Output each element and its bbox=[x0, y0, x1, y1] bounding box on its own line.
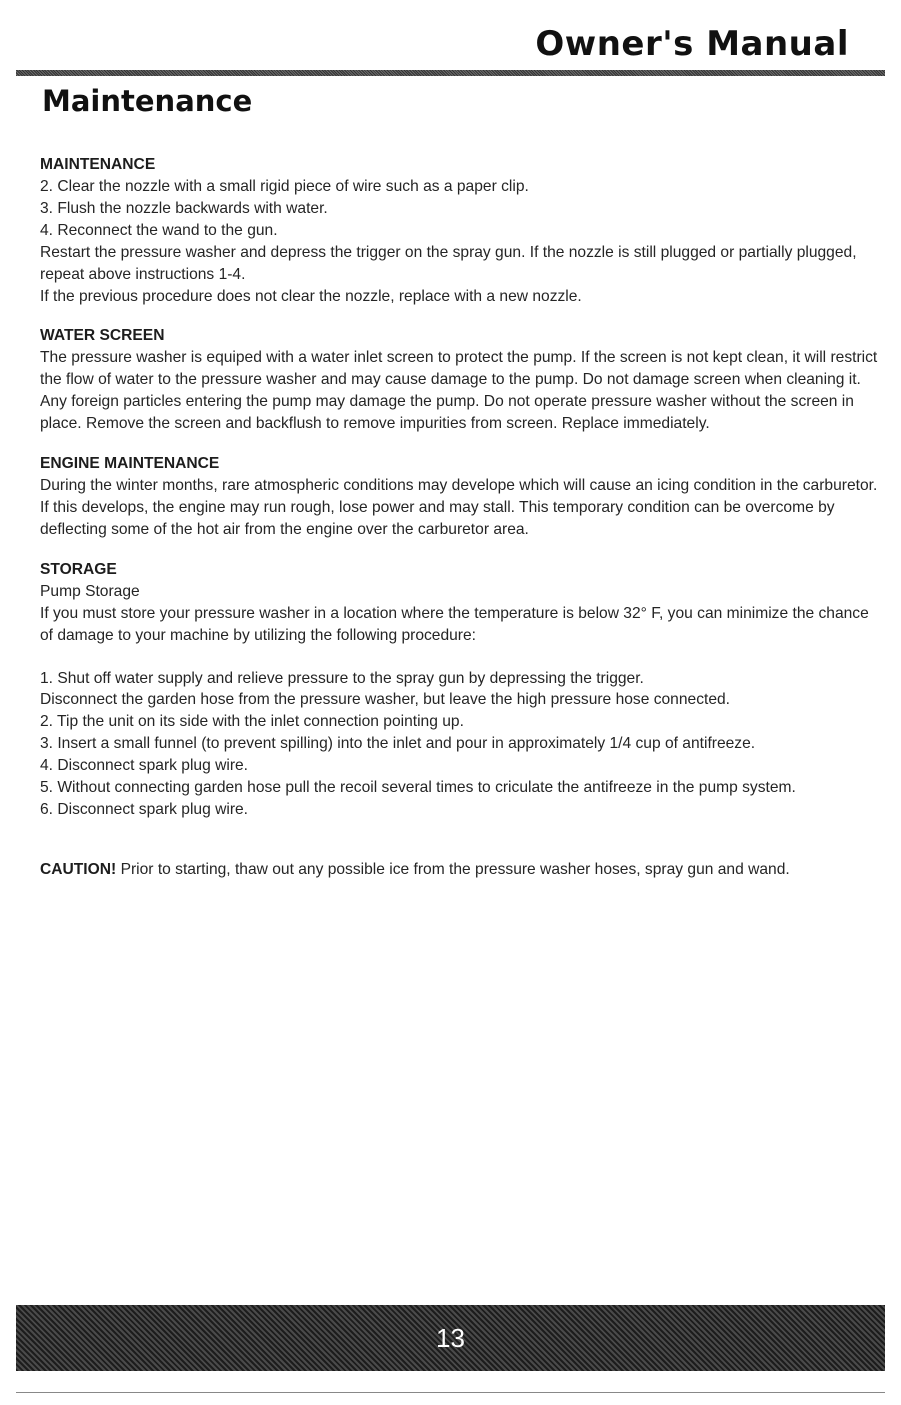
storage-disconnect-hose: Disconnect the garden hose from the pressure washer, but leave the high pressure hose connected. bbox=[40, 691, 731, 709]
storage-heading: STORAGE bbox=[40, 560, 117, 578]
water-screen-heading: WATER SCREEN bbox=[40, 327, 165, 345]
caution-label: CAUTION! bbox=[40, 860, 117, 878]
storage-step-5: 5. Without connecting garden hose pull the recoil several times to criculate the antifreeze in the pump system. bbox=[40, 779, 796, 797]
maintenance-step-3: 3. Flush the nozzle backwards with water. bbox=[40, 199, 328, 217]
maintenance-replace-text: If the previous procedure does not clear the nozzle, replace with a new nozzle. bbox=[40, 287, 582, 305]
storage-section bbox=[40, 559, 880, 821]
spacer bbox=[40, 647, 880, 668]
maintenance-step-4: 4. Reconnect the wand to the gun. bbox=[40, 221, 278, 239]
page-number: 13 bbox=[436, 1322, 465, 1353]
engine-maintenance-heading: ENGINE MAINTENANCE bbox=[40, 455, 220, 473]
header-rule bbox=[16, 70, 885, 76]
engine-maintenance-section bbox=[40, 453, 880, 541]
storage-step-1: 1. Shut off water supply and relieve pressure to the spray gun by depressing the trigger. bbox=[40, 669, 644, 687]
section-title: Maintenance bbox=[42, 84, 253, 118]
storage-step-3: 3. Insert a small funnel (to prevent spilling) into the inlet and pour in approximately 1/4 cup of antifreeze. bbox=[40, 735, 756, 753]
maintenance-step-2: 2. Clear the nozzle with a small rigid piece of wire such as a paper clip. bbox=[40, 178, 529, 195]
page-content bbox=[40, 154, 880, 896]
footer-bar bbox=[16, 1305, 885, 1371]
manual-title: Owner's Manual bbox=[535, 24, 849, 64]
water-screen-section bbox=[40, 325, 880, 435]
bottom-rule bbox=[16, 1392, 885, 1393]
storage-intro: If you must store your pressure washer in a location where the temperature is below 32° F, you can minimize the chance of damage to your machine by utilizing the following procedure: bbox=[40, 604, 869, 644]
storage-step-6: 6. Disconnect spark plug wire. bbox=[40, 800, 249, 818]
water-screen-text: The pressure washer is equiped with a water inlet screen to protect the pump. If the screen is not kept clean, it will restrict the flow of water to the pressure washer and may cause damage to the pump. Do not damage screen when cleaning it. Any foreign particles entering the pump may damage the pump. Do not operate pressure washer without the screen in place. Remove the screen and backflush to remove impurities from screen. Replace immediately. bbox=[40, 349, 878, 433]
caution-note bbox=[40, 859, 880, 881]
maintenance-heading: MAINTENANCE bbox=[40, 156, 156, 173]
pump-storage-subheading: Pump Storage bbox=[40, 582, 140, 600]
engine-maintenance-text: During the winter months, rare atmospheric conditions may develope which will cause an icing condition in the carburetor. If this develops, the engine may run rough, lose power and may stall. This temporary condition can be overcome by deflecting some of the hot air from the engine over the carburetor area. bbox=[40, 477, 878, 538]
maintenance-restart-text: Restart the pressure washer and depress the trigger on the spray gun. If the nozzle is still plugged or partially plugged, repeat above instructions 1-4. bbox=[40, 243, 857, 283]
storage-step-2: 2. Tip the unit on its side with the inlet connection pointing up. bbox=[40, 713, 464, 731]
caution-text: Prior to starting, thaw out any possible ice from the pressure washer hoses, spray gun and wand. bbox=[116, 860, 790, 878]
storage-step-4: 4. Disconnect spark plug wire. bbox=[40, 757, 249, 775]
maintenance-section bbox=[40, 154, 880, 307]
